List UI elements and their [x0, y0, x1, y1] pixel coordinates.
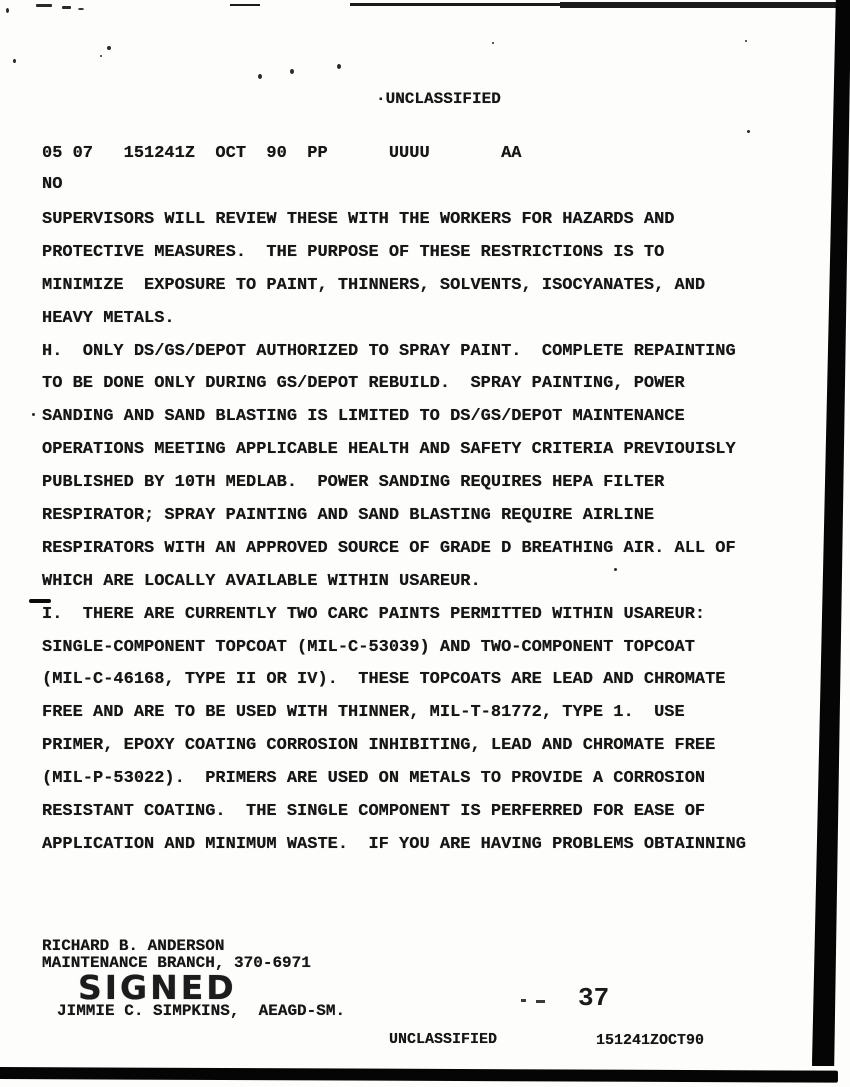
body-line: WHICH ARE LOCALLY AVAILABLE WITHIN USAREUR.	[42, 571, 481, 591]
signed-stamp: SIGNED	[78, 968, 237, 1007]
pen-dot-mark	[521, 999, 526, 1002]
body-line: SUPERVISORS WILL REVIEW THESE WITH THE WORKERS FOR HAZARDS AND	[42, 210, 675, 229]
body-line: TO BE DONE ONLY DURING GS/DEPOT REBUILD. SPRAY PAINTING, POWER	[42, 374, 685, 394]
scan-speck	[747, 130, 750, 133]
scan-artifact-bottom-bar	[0, 1067, 838, 1083]
message-body	[42, 204, 746, 862]
body-line: APPLICATION AND MINIMUM WASTE. IF YOU ARE HAVING PROBLEMS OBTAINNING	[42, 834, 746, 854]
scan-speck	[492, 42, 494, 44]
releaser-name: JIMMIE C. SIMPKINS, AEAGD-SM.	[57, 1002, 346, 1020]
body-line: I. THERE ARE CURRENTLY TWO CARC PAINTS PERMITTED WITHIN USAREUR:	[42, 604, 706, 624]
body-line: RESISTANT COATING. THE SINGLE COMPONENT IS PERFERRED FOR EASE OF	[42, 802, 706, 822]
scan-speck	[13, 59, 16, 63]
body-line: PRIMER, EPOXY COATING CORROSION INHIBITING, LEAD AND CHROMATE FREE	[42, 736, 716, 756]
scan-artifact-top-line	[230, 4, 260, 6]
body-line: (MIL-C-46168, TYPE II OR IV). THESE TOPCOATS ARE LEAD AND CHROMATE	[42, 670, 726, 690]
body-line: (MIL-P-53022). PRIMERS ARE USED ON METALS TO PROVIDE A CORROSION	[42, 769, 706, 789]
classification-footer: UNCLASSIFIED	[389, 1031, 498, 1048]
scan-speck	[337, 64, 341, 69]
signature-office: MAINTENANCE BRANCH, 370-6971	[42, 954, 311, 972]
body-line: RESPIRATORS WITH AN APPROVED SOURCE OF GRADE D BREATHING AIR. ALL OF	[42, 538, 736, 558]
body-line: PROTECTIVE MEASURES. THE PURPOSE OF THESE RESTRICTIONS IS TO	[42, 242, 665, 262]
scan-artifact-right-bar	[810, 0, 850, 1066]
scan-artifact-top-line	[560, 2, 850, 8]
classification-header: ·UNCLASSIFIED	[376, 90, 501, 108]
routing-line: 05 07 151241Z OCT 90 PP UUUU AA	[42, 144, 522, 163]
body-line: MINIMIZE EXPOSURE TO PAINT, THINNERS, SOLVENTS, ISOCYANATES, AND	[42, 275, 706, 295]
body-line: SINGLE-COMPONENT TOPCOAT (MIL-C-53039) AND TWO-COMPONENT TOPCOAT	[42, 637, 695, 657]
scan-speck	[745, 40, 747, 42]
footer-date-time-group: 151241ZOCT90	[596, 1032, 705, 1049]
body-line: H. ONLY DS/GS/DEPOT AUTHORIZED TO SPRAY PAINT. COMPLETE REPAINTING	[42, 341, 736, 361]
body-line: HEAVY METALS.	[42, 308, 175, 328]
body-line: PUBLISHED BY 10TH MEDLAB. POWER SANDING REQUIRES HEPA FILTER	[42, 473, 665, 493]
pen-dash-mark	[536, 1000, 545, 1003]
scan-speck	[107, 46, 111, 50]
scan-speck	[62, 6, 71, 9]
scan-speck	[100, 55, 102, 57]
body-line: RESPIRATOR; SPRAY PAINTING AND SAND BLASTING REQUIRE AIRLINE	[42, 506, 655, 526]
body-line: FREE AND ARE TO BE USED WITH THINNER, MIL-T-81772, TYPE 1. USE	[42, 703, 685, 723]
scan-speck	[78, 8, 84, 10]
scan-speck	[6, 8, 9, 13]
scan-speck	[290, 69, 294, 74]
body-line: SANDING AND SAND BLASTING IS LIMITED TO DS/GS/DEPOT MAINTENANCE	[42, 407, 685, 427]
routing-line-2: NO	[42, 175, 63, 194]
scan-speck	[32, 413, 35, 416]
handwritten-page-number: 37	[578, 983, 610, 1013]
scan-artifact-top-line	[350, 3, 560, 6]
scan-speck	[36, 4, 52, 7]
signature-name: RICHARD B. ANDERSON	[42, 937, 225, 955]
body-line: OPERATIONS MEETING APPLICABLE HEALTH AND SAFETY CRITERIA PREVIOUISLY	[42, 440, 736, 460]
scan-speck	[258, 74, 262, 79]
